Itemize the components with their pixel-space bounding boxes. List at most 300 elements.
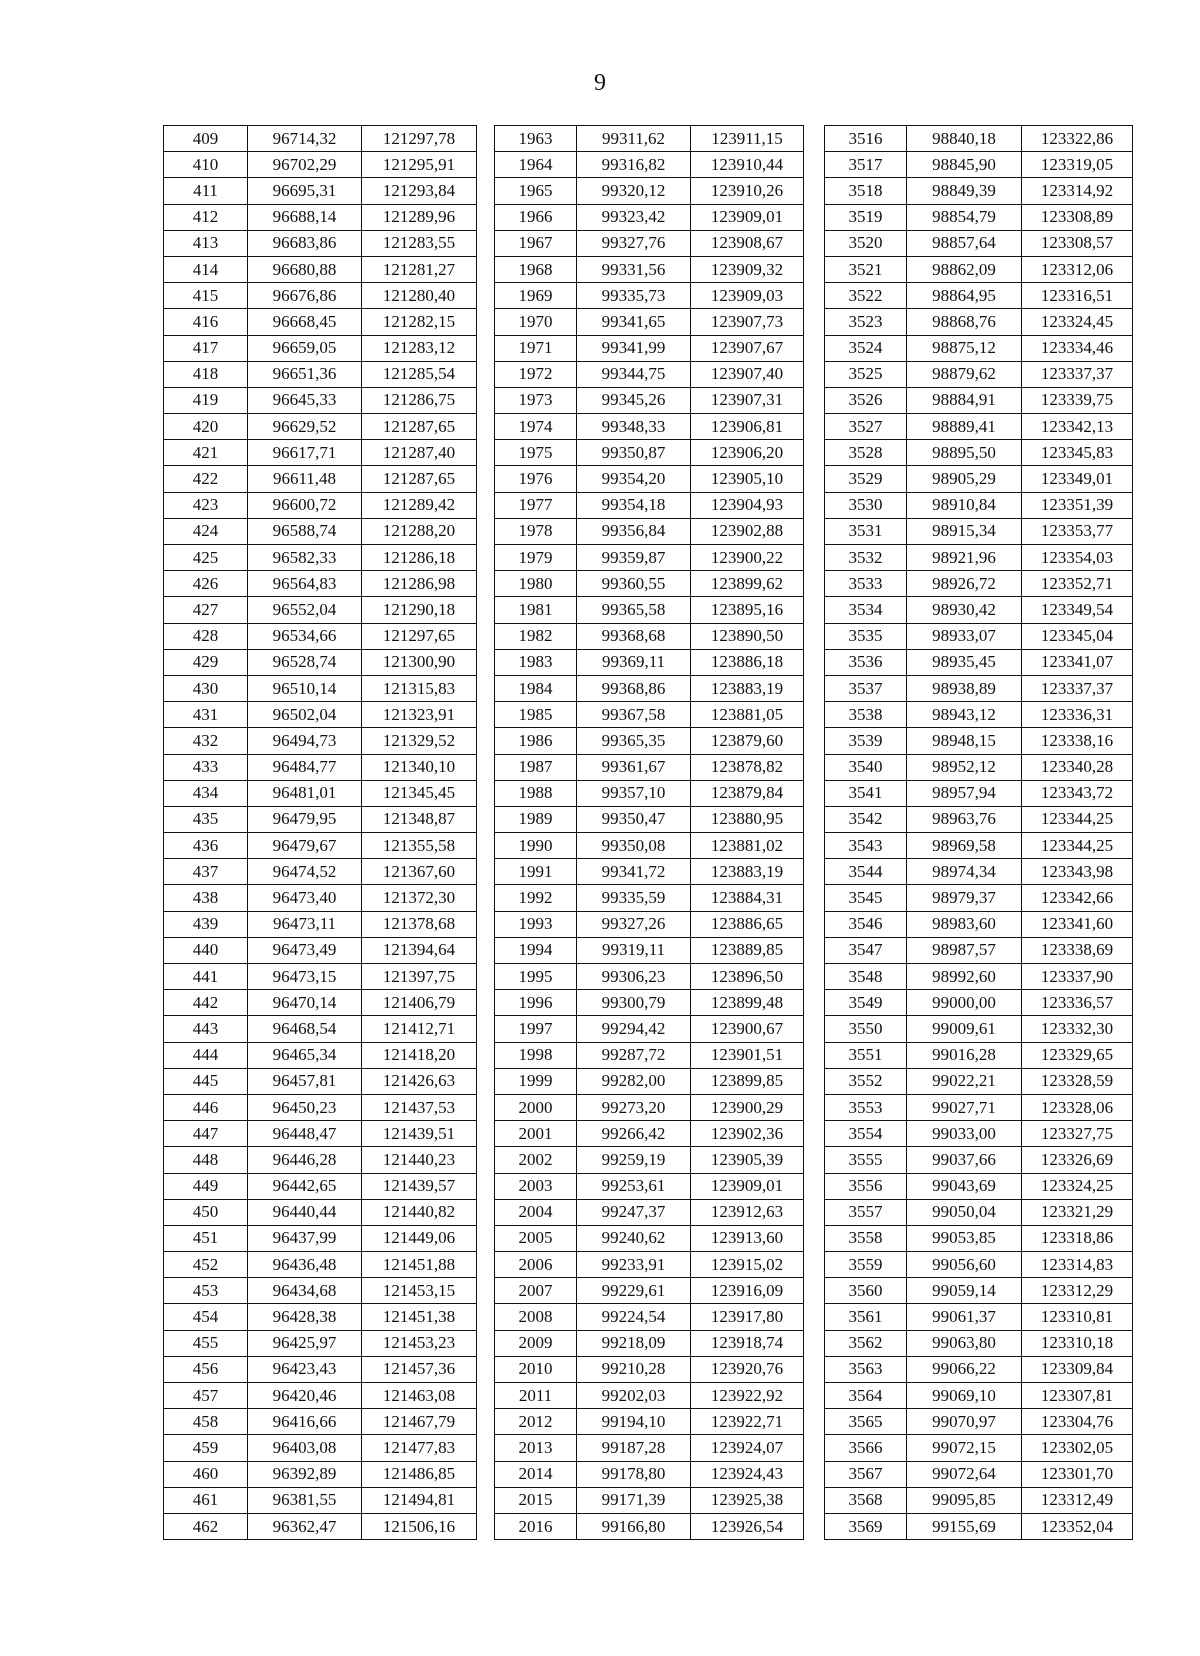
x-coordinate-cell: 96617,71 bbox=[248, 440, 362, 466]
x-coordinate-cell: 98905,29 bbox=[907, 466, 1022, 492]
y-coordinate-cell: 121283,55 bbox=[362, 230, 477, 256]
y-coordinate-cell: 123907,31 bbox=[691, 387, 804, 413]
x-coordinate-cell: 98992,60 bbox=[907, 964, 1022, 990]
point-number-cell: 1974 bbox=[495, 414, 577, 440]
point-number-cell: 2010 bbox=[495, 1356, 577, 1382]
point-number-cell: 450 bbox=[164, 1199, 248, 1225]
x-coordinate-cell: 98952,12 bbox=[907, 754, 1022, 780]
table-row bbox=[495, 859, 804, 885]
point-number-cell: 1963 bbox=[495, 126, 577, 152]
table-row bbox=[495, 1356, 804, 1382]
point-number-cell: 1969 bbox=[495, 283, 577, 309]
x-coordinate-cell: 96416,66 bbox=[248, 1409, 362, 1435]
point-number-cell: 3522 bbox=[825, 283, 907, 309]
x-coordinate-cell: 96420,46 bbox=[248, 1383, 362, 1409]
point-number-cell: 441 bbox=[164, 964, 248, 990]
table-row bbox=[495, 649, 804, 675]
x-coordinate-cell: 98938,89 bbox=[907, 675, 1022, 701]
y-coordinate-cell: 123881,02 bbox=[691, 833, 804, 859]
x-coordinate-cell: 98857,64 bbox=[907, 230, 1022, 256]
y-coordinate-cell: 123353,77 bbox=[1022, 518, 1133, 544]
x-coordinate-cell: 99341,65 bbox=[577, 309, 691, 335]
table-row bbox=[164, 414, 477, 440]
point-number-cell: 410 bbox=[164, 152, 248, 178]
y-coordinate-cell: 121348,87 bbox=[362, 806, 477, 832]
x-coordinate-cell: 98969,58 bbox=[907, 833, 1022, 859]
y-coordinate-cell: 121287,40 bbox=[362, 440, 477, 466]
table-row bbox=[164, 1252, 477, 1278]
x-coordinate-cell: 96510,14 bbox=[248, 675, 362, 701]
x-coordinate-cell: 96588,74 bbox=[248, 518, 362, 544]
x-coordinate-cell: 98987,57 bbox=[907, 937, 1022, 963]
y-coordinate-cell: 123907,40 bbox=[691, 361, 804, 387]
y-coordinate-cell: 123337,37 bbox=[1022, 361, 1133, 387]
x-coordinate-cell: 96446,28 bbox=[248, 1147, 362, 1173]
x-coordinate-cell: 96448,47 bbox=[248, 1121, 362, 1147]
point-number-cell: 3562 bbox=[825, 1330, 907, 1356]
x-coordinate-cell: 96502,04 bbox=[248, 702, 362, 728]
point-number-cell: 436 bbox=[164, 833, 248, 859]
table-row bbox=[825, 833, 1133, 859]
x-coordinate-cell: 99056,60 bbox=[907, 1252, 1022, 1278]
table-row bbox=[495, 1487, 804, 1513]
point-number-cell: 446 bbox=[164, 1094, 248, 1120]
y-coordinate-cell: 123880,95 bbox=[691, 806, 804, 832]
point-number-cell: 1966 bbox=[495, 204, 577, 230]
x-coordinate-cell: 98895,50 bbox=[907, 440, 1022, 466]
x-coordinate-cell: 99061,37 bbox=[907, 1304, 1022, 1330]
table-row bbox=[825, 1278, 1133, 1304]
y-coordinate-cell: 123343,72 bbox=[1022, 780, 1133, 806]
table-row bbox=[495, 204, 804, 230]
table-row bbox=[495, 387, 804, 413]
point-number-cell: 430 bbox=[164, 675, 248, 701]
point-number-cell: 1977 bbox=[495, 492, 577, 518]
table-row bbox=[164, 728, 477, 754]
x-coordinate-cell: 96702,29 bbox=[248, 152, 362, 178]
table-row bbox=[164, 1487, 477, 1513]
x-coordinate-cell: 99350,87 bbox=[577, 440, 691, 466]
table-row bbox=[825, 1487, 1133, 1513]
table-row bbox=[495, 1330, 804, 1356]
point-number-cell: 2003 bbox=[495, 1173, 577, 1199]
point-number-cell: 3534 bbox=[825, 597, 907, 623]
y-coordinate-cell: 121289,96 bbox=[362, 204, 477, 230]
y-coordinate-cell: 123916,09 bbox=[691, 1278, 804, 1304]
x-coordinate-cell: 99070,97 bbox=[907, 1409, 1022, 1435]
point-number-cell: 3551 bbox=[825, 1042, 907, 1068]
x-coordinate-cell: 99178,80 bbox=[577, 1461, 691, 1487]
y-coordinate-cell: 121372,30 bbox=[362, 885, 477, 911]
point-number-cell: 424 bbox=[164, 518, 248, 544]
table-row bbox=[164, 1330, 477, 1356]
x-coordinate-cell: 96494,73 bbox=[248, 728, 362, 754]
point-number-cell: 1988 bbox=[495, 780, 577, 806]
y-coordinate-cell: 123322,86 bbox=[1022, 126, 1133, 152]
x-coordinate-cell: 99294,42 bbox=[577, 1016, 691, 1042]
table-row bbox=[164, 649, 477, 675]
y-coordinate-cell: 123342,66 bbox=[1022, 885, 1133, 911]
y-coordinate-cell: 123907,73 bbox=[691, 309, 804, 335]
x-coordinate-cell: 98943,12 bbox=[907, 702, 1022, 728]
y-coordinate-cell: 121494,81 bbox=[362, 1487, 477, 1513]
point-number-cell: 418 bbox=[164, 361, 248, 387]
y-coordinate-cell: 121486,85 bbox=[362, 1461, 477, 1487]
point-number-cell: 3552 bbox=[825, 1068, 907, 1094]
y-coordinate-cell: 123352,04 bbox=[1022, 1513, 1133, 1539]
point-number-cell: 3520 bbox=[825, 230, 907, 256]
point-number-cell: 3536 bbox=[825, 649, 907, 675]
x-coordinate-cell: 98979,37 bbox=[907, 885, 1022, 911]
point-number-cell: 2000 bbox=[495, 1094, 577, 1120]
point-number-cell: 3565 bbox=[825, 1409, 907, 1435]
x-coordinate-cell: 98948,15 bbox=[907, 728, 1022, 754]
x-coordinate-cell: 98884,91 bbox=[907, 387, 1022, 413]
table-row bbox=[825, 964, 1133, 990]
y-coordinate-cell: 121329,52 bbox=[362, 728, 477, 754]
point-number-cell: 1987 bbox=[495, 754, 577, 780]
table-row bbox=[825, 571, 1133, 597]
x-coordinate-cell: 99282,00 bbox=[577, 1068, 691, 1094]
table-row bbox=[164, 859, 477, 885]
point-number-cell: 3540 bbox=[825, 754, 907, 780]
x-coordinate-cell: 99095,85 bbox=[907, 1487, 1022, 1513]
y-coordinate-cell: 123304,76 bbox=[1022, 1409, 1133, 1435]
point-number-cell: 2016 bbox=[495, 1513, 577, 1539]
point-number-cell: 1967 bbox=[495, 230, 577, 256]
point-number-cell: 429 bbox=[164, 649, 248, 675]
y-coordinate-cell: 123324,25 bbox=[1022, 1173, 1133, 1199]
x-coordinate-cell: 96425,97 bbox=[248, 1330, 362, 1356]
table-row bbox=[825, 466, 1133, 492]
x-coordinate-cell: 99194,10 bbox=[577, 1409, 691, 1435]
table-row bbox=[164, 440, 477, 466]
y-coordinate-cell: 123344,25 bbox=[1022, 806, 1133, 832]
table-row bbox=[495, 1121, 804, 1147]
x-coordinate-cell: 96600,72 bbox=[248, 492, 362, 518]
y-coordinate-cell: 123308,57 bbox=[1022, 230, 1133, 256]
table-row bbox=[164, 309, 477, 335]
y-coordinate-cell: 123349,01 bbox=[1022, 466, 1133, 492]
point-number-cell: 442 bbox=[164, 990, 248, 1016]
y-coordinate-cell: 123314,83 bbox=[1022, 1252, 1133, 1278]
point-number-cell: 1986 bbox=[495, 728, 577, 754]
point-number-cell: 3559 bbox=[825, 1252, 907, 1278]
x-coordinate-cell: 98933,07 bbox=[907, 623, 1022, 649]
x-coordinate-cell: 99202,03 bbox=[577, 1383, 691, 1409]
point-number-cell: 432 bbox=[164, 728, 248, 754]
table-row bbox=[825, 649, 1133, 675]
y-coordinate-cell: 123899,48 bbox=[691, 990, 804, 1016]
point-number-cell: 3521 bbox=[825, 256, 907, 282]
table-row bbox=[825, 230, 1133, 256]
table-row bbox=[495, 1409, 804, 1435]
x-coordinate-cell: 99009,61 bbox=[907, 1016, 1022, 1042]
y-coordinate-cell: 123345,83 bbox=[1022, 440, 1133, 466]
y-coordinate-cell: 123318,86 bbox=[1022, 1225, 1133, 1251]
y-coordinate-cell: 121437,53 bbox=[362, 1094, 477, 1120]
point-number-cell: 2004 bbox=[495, 1199, 577, 1225]
point-number-cell: 411 bbox=[164, 178, 248, 204]
point-number-cell: 3518 bbox=[825, 178, 907, 204]
table-row bbox=[825, 309, 1133, 335]
x-coordinate-cell: 99000,00 bbox=[907, 990, 1022, 1016]
y-coordinate-cell: 121440,23 bbox=[362, 1147, 477, 1173]
table-row bbox=[164, 1016, 477, 1042]
x-coordinate-cell: 99072,15 bbox=[907, 1435, 1022, 1461]
table-row bbox=[825, 1383, 1133, 1409]
point-number-cell: 3567 bbox=[825, 1461, 907, 1487]
table-row bbox=[495, 728, 804, 754]
y-coordinate-cell: 121297,65 bbox=[362, 623, 477, 649]
y-coordinate-cell: 123345,04 bbox=[1022, 623, 1133, 649]
table-row bbox=[495, 806, 804, 832]
table-row bbox=[495, 335, 804, 361]
point-number-cell: 1991 bbox=[495, 859, 577, 885]
table-row bbox=[164, 518, 477, 544]
point-number-cell: 3547 bbox=[825, 937, 907, 963]
table-row bbox=[164, 387, 477, 413]
page-number: 9 bbox=[594, 70, 606, 96]
point-number-cell: 3553 bbox=[825, 1094, 907, 1120]
point-number-cell: 3531 bbox=[825, 518, 907, 544]
point-number-cell: 447 bbox=[164, 1121, 248, 1147]
x-coordinate-cell: 99063,80 bbox=[907, 1330, 1022, 1356]
table-row bbox=[495, 702, 804, 728]
point-number-cell: 409 bbox=[164, 126, 248, 152]
table-row bbox=[825, 204, 1133, 230]
y-coordinate-cell: 123309,84 bbox=[1022, 1356, 1133, 1382]
x-coordinate-cell: 96428,38 bbox=[248, 1304, 362, 1330]
x-coordinate-cell: 99320,12 bbox=[577, 178, 691, 204]
table-row bbox=[825, 806, 1133, 832]
y-coordinate-cell: 121451,38 bbox=[362, 1304, 477, 1330]
y-coordinate-cell: 123319,05 bbox=[1022, 152, 1133, 178]
table-row bbox=[164, 911, 477, 937]
y-coordinate-cell: 121451,88 bbox=[362, 1252, 477, 1278]
y-coordinate-cell: 121467,79 bbox=[362, 1409, 477, 1435]
x-coordinate-cell: 98854,79 bbox=[907, 204, 1022, 230]
y-coordinate-cell: 123312,29 bbox=[1022, 1278, 1133, 1304]
table-row bbox=[495, 1199, 804, 1225]
table-row bbox=[164, 230, 477, 256]
table-row bbox=[495, 754, 804, 780]
point-number-cell: 3526 bbox=[825, 387, 907, 413]
x-coordinate-cell: 98862,09 bbox=[907, 256, 1022, 282]
x-coordinate-cell: 99357,10 bbox=[577, 780, 691, 806]
x-coordinate-cell: 96564,83 bbox=[248, 571, 362, 597]
point-number-cell: 461 bbox=[164, 1487, 248, 1513]
y-coordinate-cell: 123901,51 bbox=[691, 1042, 804, 1068]
y-coordinate-cell: 121289,42 bbox=[362, 492, 477, 518]
y-coordinate-cell: 123899,85 bbox=[691, 1068, 804, 1094]
x-coordinate-cell: 96473,11 bbox=[248, 911, 362, 937]
y-coordinate-cell: 123905,10 bbox=[691, 466, 804, 492]
table-row bbox=[495, 1225, 804, 1251]
point-number-cell: 434 bbox=[164, 780, 248, 806]
x-coordinate-cell: 99247,37 bbox=[577, 1199, 691, 1225]
y-coordinate-cell: 123908,67 bbox=[691, 230, 804, 256]
table-row bbox=[495, 230, 804, 256]
point-number-cell: 437 bbox=[164, 859, 248, 885]
point-number-cell: 417 bbox=[164, 335, 248, 361]
x-coordinate-cell: 96714,32 bbox=[248, 126, 362, 152]
y-coordinate-cell: 123301,70 bbox=[1022, 1461, 1133, 1487]
x-coordinate-cell: 98930,42 bbox=[907, 597, 1022, 623]
table-row bbox=[495, 1513, 804, 1539]
table-row bbox=[164, 361, 477, 387]
x-coordinate-cell: 99059,14 bbox=[907, 1278, 1022, 1304]
y-coordinate-cell: 123902,36 bbox=[691, 1121, 804, 1147]
point-number-cell: 457 bbox=[164, 1383, 248, 1409]
point-number-cell: 3535 bbox=[825, 623, 907, 649]
table-row bbox=[825, 885, 1133, 911]
point-number-cell: 2007 bbox=[495, 1278, 577, 1304]
x-coordinate-cell: 99022,21 bbox=[907, 1068, 1022, 1094]
y-coordinate-cell: 123899,62 bbox=[691, 571, 804, 597]
y-coordinate-cell: 123341,07 bbox=[1022, 649, 1133, 675]
table-row bbox=[495, 571, 804, 597]
point-number-cell: 453 bbox=[164, 1278, 248, 1304]
y-coordinate-cell: 121426,63 bbox=[362, 1068, 477, 1094]
table-row bbox=[164, 1461, 477, 1487]
x-coordinate-cell: 99335,73 bbox=[577, 283, 691, 309]
table-row bbox=[825, 1225, 1133, 1251]
point-number-cell: 438 bbox=[164, 885, 248, 911]
table-row bbox=[164, 964, 477, 990]
point-number-cell: 1973 bbox=[495, 387, 577, 413]
x-coordinate-cell: 98849,39 bbox=[907, 178, 1022, 204]
y-coordinate-cell: 123879,84 bbox=[691, 780, 804, 806]
table-row bbox=[164, 1225, 477, 1251]
y-coordinate-cell: 123905,39 bbox=[691, 1147, 804, 1173]
x-coordinate-cell: 99287,72 bbox=[577, 1042, 691, 1068]
table-row bbox=[825, 990, 1133, 1016]
x-coordinate-cell: 96473,15 bbox=[248, 964, 362, 990]
table-row bbox=[825, 623, 1133, 649]
point-number-cell: 1972 bbox=[495, 361, 577, 387]
x-coordinate-cell: 99365,35 bbox=[577, 728, 691, 754]
x-coordinate-cell: 99259,19 bbox=[577, 1147, 691, 1173]
table-row bbox=[495, 1016, 804, 1042]
x-coordinate-cell: 99053,85 bbox=[907, 1225, 1022, 1251]
table-row bbox=[495, 283, 804, 309]
y-coordinate-cell: 121439,51 bbox=[362, 1121, 477, 1147]
x-coordinate-cell: 96392,89 bbox=[248, 1461, 362, 1487]
point-number-cell: 1994 bbox=[495, 937, 577, 963]
x-coordinate-cell: 98921,96 bbox=[907, 545, 1022, 571]
point-number-cell: 1980 bbox=[495, 571, 577, 597]
x-coordinate-cell: 99348,33 bbox=[577, 414, 691, 440]
point-number-cell: 3564 bbox=[825, 1383, 907, 1409]
x-coordinate-cell: 99037,66 bbox=[907, 1147, 1022, 1173]
y-coordinate-cell: 123900,22 bbox=[691, 545, 804, 571]
point-number-cell: 451 bbox=[164, 1225, 248, 1251]
y-coordinate-cell: 123308,89 bbox=[1022, 204, 1133, 230]
y-coordinate-cell: 123307,81 bbox=[1022, 1383, 1133, 1409]
point-number-cell: 1965 bbox=[495, 178, 577, 204]
table-row bbox=[164, 937, 477, 963]
y-coordinate-cell: 123334,46 bbox=[1022, 335, 1133, 361]
table-row bbox=[495, 361, 804, 387]
x-coordinate-cell: 99229,61 bbox=[577, 1278, 691, 1304]
point-number-cell: 3545 bbox=[825, 885, 907, 911]
x-coordinate-cell: 99316,82 bbox=[577, 152, 691, 178]
table-row bbox=[825, 780, 1133, 806]
point-number-cell: 1999 bbox=[495, 1068, 577, 1094]
x-coordinate-cell: 99155,69 bbox=[907, 1513, 1022, 1539]
y-coordinate-cell: 123310,18 bbox=[1022, 1330, 1133, 1356]
point-number-cell: 2014 bbox=[495, 1461, 577, 1487]
table-row bbox=[164, 990, 477, 1016]
x-coordinate-cell: 98935,45 bbox=[907, 649, 1022, 675]
point-number-cell: 2006 bbox=[495, 1252, 577, 1278]
table-row bbox=[164, 256, 477, 282]
y-coordinate-cell: 121506,16 bbox=[362, 1513, 477, 1539]
x-coordinate-cell: 96645,33 bbox=[248, 387, 362, 413]
point-number-cell: 2008 bbox=[495, 1304, 577, 1330]
y-coordinate-cell: 123337,37 bbox=[1022, 675, 1133, 701]
y-coordinate-cell: 123321,29 bbox=[1022, 1199, 1133, 1225]
table-row bbox=[164, 545, 477, 571]
table-row bbox=[164, 466, 477, 492]
point-number-cell: 448 bbox=[164, 1147, 248, 1173]
x-coordinate-cell: 96442,65 bbox=[248, 1173, 362, 1199]
table-row bbox=[495, 1042, 804, 1068]
y-coordinate-cell: 121287,65 bbox=[362, 414, 477, 440]
y-coordinate-cell: 121449,06 bbox=[362, 1225, 477, 1251]
point-number-cell: 1992 bbox=[495, 885, 577, 911]
y-coordinate-cell: 123336,57 bbox=[1022, 990, 1133, 1016]
table-row bbox=[495, 623, 804, 649]
table-row bbox=[825, 1121, 1133, 1147]
table-row bbox=[825, 1409, 1133, 1435]
y-coordinate-cell: 123332,30 bbox=[1022, 1016, 1133, 1042]
x-coordinate-cell: 98983,60 bbox=[907, 911, 1022, 937]
point-number-cell: 2012 bbox=[495, 1409, 577, 1435]
table-row bbox=[495, 466, 804, 492]
x-coordinate-cell: 96381,55 bbox=[248, 1487, 362, 1513]
y-coordinate-cell: 121412,71 bbox=[362, 1016, 477, 1042]
x-coordinate-cell: 98875,12 bbox=[907, 335, 1022, 361]
point-number-cell: 435 bbox=[164, 806, 248, 832]
x-coordinate-cell: 99050,04 bbox=[907, 1199, 1022, 1225]
point-number-cell: 3568 bbox=[825, 1487, 907, 1513]
table-row bbox=[495, 178, 804, 204]
point-number-cell: 3549 bbox=[825, 990, 907, 1016]
point-number-cell: 1985 bbox=[495, 702, 577, 728]
point-number-cell: 445 bbox=[164, 1068, 248, 1094]
point-number-cell: 3566 bbox=[825, 1435, 907, 1461]
x-coordinate-cell: 99300,79 bbox=[577, 990, 691, 1016]
x-coordinate-cell: 99210,28 bbox=[577, 1356, 691, 1382]
x-coordinate-cell: 96680,88 bbox=[248, 256, 362, 282]
point-number-cell: 440 bbox=[164, 937, 248, 963]
y-coordinate-cell: 121367,60 bbox=[362, 859, 477, 885]
x-coordinate-cell: 99368,68 bbox=[577, 623, 691, 649]
y-coordinate-cell: 121297,78 bbox=[362, 126, 477, 152]
y-coordinate-cell: 123895,16 bbox=[691, 597, 804, 623]
point-number-cell: 443 bbox=[164, 1016, 248, 1042]
point-number-cell: 459 bbox=[164, 1435, 248, 1461]
x-coordinate-cell: 96528,74 bbox=[248, 649, 362, 675]
table-row bbox=[825, 152, 1133, 178]
point-number-cell: 1993 bbox=[495, 911, 577, 937]
point-number-cell: 1995 bbox=[495, 964, 577, 990]
table-row bbox=[495, 545, 804, 571]
table-row bbox=[164, 571, 477, 597]
y-coordinate-cell: 123878,82 bbox=[691, 754, 804, 780]
